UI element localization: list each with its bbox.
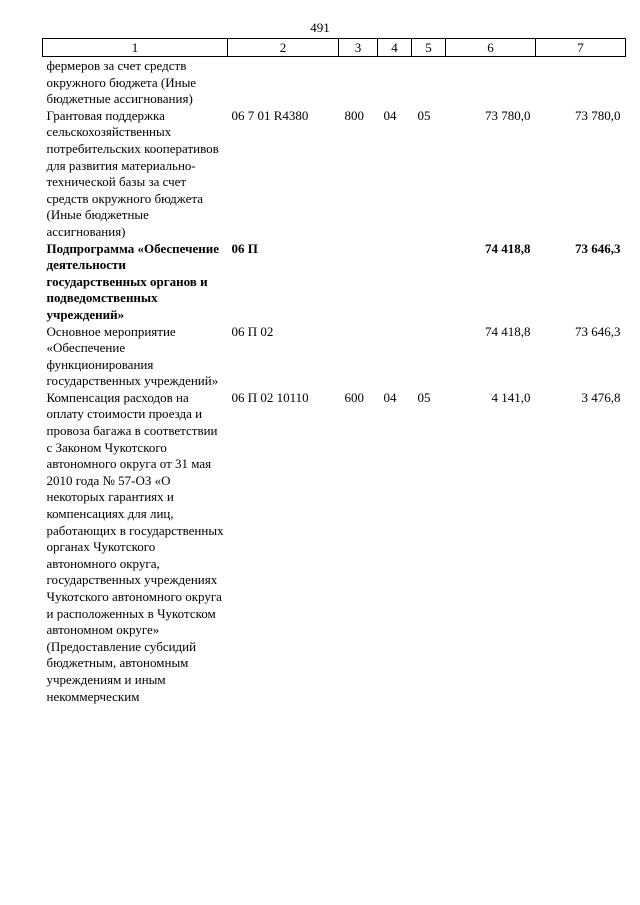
row-section <box>378 241 412 324</box>
row-amount-col6: 74 418,8 <box>485 323 531 339</box>
budget-table <box>42 38 626 705</box>
page-number: 491 <box>310 20 330 35</box>
column-header-2: 2 <box>228 39 339 57</box>
row-subsection: 05 <box>417 107 431 123</box>
table-row <box>43 57 626 108</box>
column-header-5: 5 <box>412 39 446 57</box>
row-expense-type: 800 <box>344 107 364 123</box>
column-header-4: 4 <box>378 39 412 57</box>
row-amount-col6: 73 780,0 <box>485 107 531 123</box>
column-header-6: 6 <box>446 39 536 57</box>
row-amount-col7 <box>536 57 626 108</box>
column-number-row <box>43 39 626 57</box>
table-row <box>43 324 626 390</box>
row-section <box>378 57 412 108</box>
row-amount-col7: 73 646,3 <box>575 240 621 256</box>
row-program-code: 06 П <box>231 240 258 256</box>
column-header-1: 1 <box>43 39 228 57</box>
table-row <box>43 108 626 241</box>
row-program-code: 06 П 02 10110 <box>231 389 309 405</box>
row-amount-col6 <box>446 57 536 108</box>
row-expense-type <box>339 324 378 390</box>
row-amount-col7: 73 780,0 <box>575 107 621 123</box>
row-section <box>378 324 412 390</box>
row-subsection <box>412 57 446 108</box>
row-subsection: 05 <box>417 389 431 405</box>
row-program-code <box>228 57 339 108</box>
column-header-7: 7 <box>536 39 626 57</box>
row-name: Подпрограмма «Обеспечение деятельности государственных органов и подведомственных учреждений» <box>46 240 219 322</box>
row-name: Грантовая поддержка сельскохозяйственных потребительских кооперативов для развития материально-технической базы за счет средств окружного бюджета (Иные бюджетные ассигнования) <box>46 107 219 239</box>
row-subsection <box>412 241 446 324</box>
table-row-subprogram <box>43 241 626 324</box>
row-name: Компенсация расходов на оплату стоимости проезда и провоза багажа в соответствии с Законом Чукотского автономного округа от 31 мая 2010 года № 57-ОЗ «О некоторых гарантиях и компенсациях для лиц, работающих в государственных органах Чукотского автономного округа, государственных учреждениях Чукотского автономного округа и расположенных в Чукотском автономном округе» (Предоставление субсидий бюджетным, автономным учреждениям и иным некоммерческим <box>46 389 224 704</box>
row-amount-col6: 4 141,0 <box>491 389 531 405</box>
row-section: 04 <box>383 389 397 405</box>
row-expense-type <box>339 241 378 324</box>
row-program-code: 06 7 01 R4380 <box>231 107 309 123</box>
row-program-code: 06 П 02 <box>231 323 274 339</box>
row-name: Основное мероприятие «Обеспечение функционирования государственных учреждений» <box>46 323 219 389</box>
row-section: 04 <box>383 107 397 123</box>
row-amount-col7: 73 646,3 <box>575 323 621 339</box>
row-subsection <box>412 324 446 390</box>
table-row <box>43 390 626 705</box>
row-name: фермеров за счет средств окружного бюджета (Иные бюджетные ассигнования) <box>46 58 197 107</box>
column-header-3: 3 <box>339 39 378 57</box>
row-expense-type <box>339 57 378 108</box>
row-expense-type: 600 <box>344 389 364 405</box>
row-amount-col6: 74 418,8 <box>485 240 531 256</box>
row-amount-col7: 3 476,8 <box>581 389 621 405</box>
